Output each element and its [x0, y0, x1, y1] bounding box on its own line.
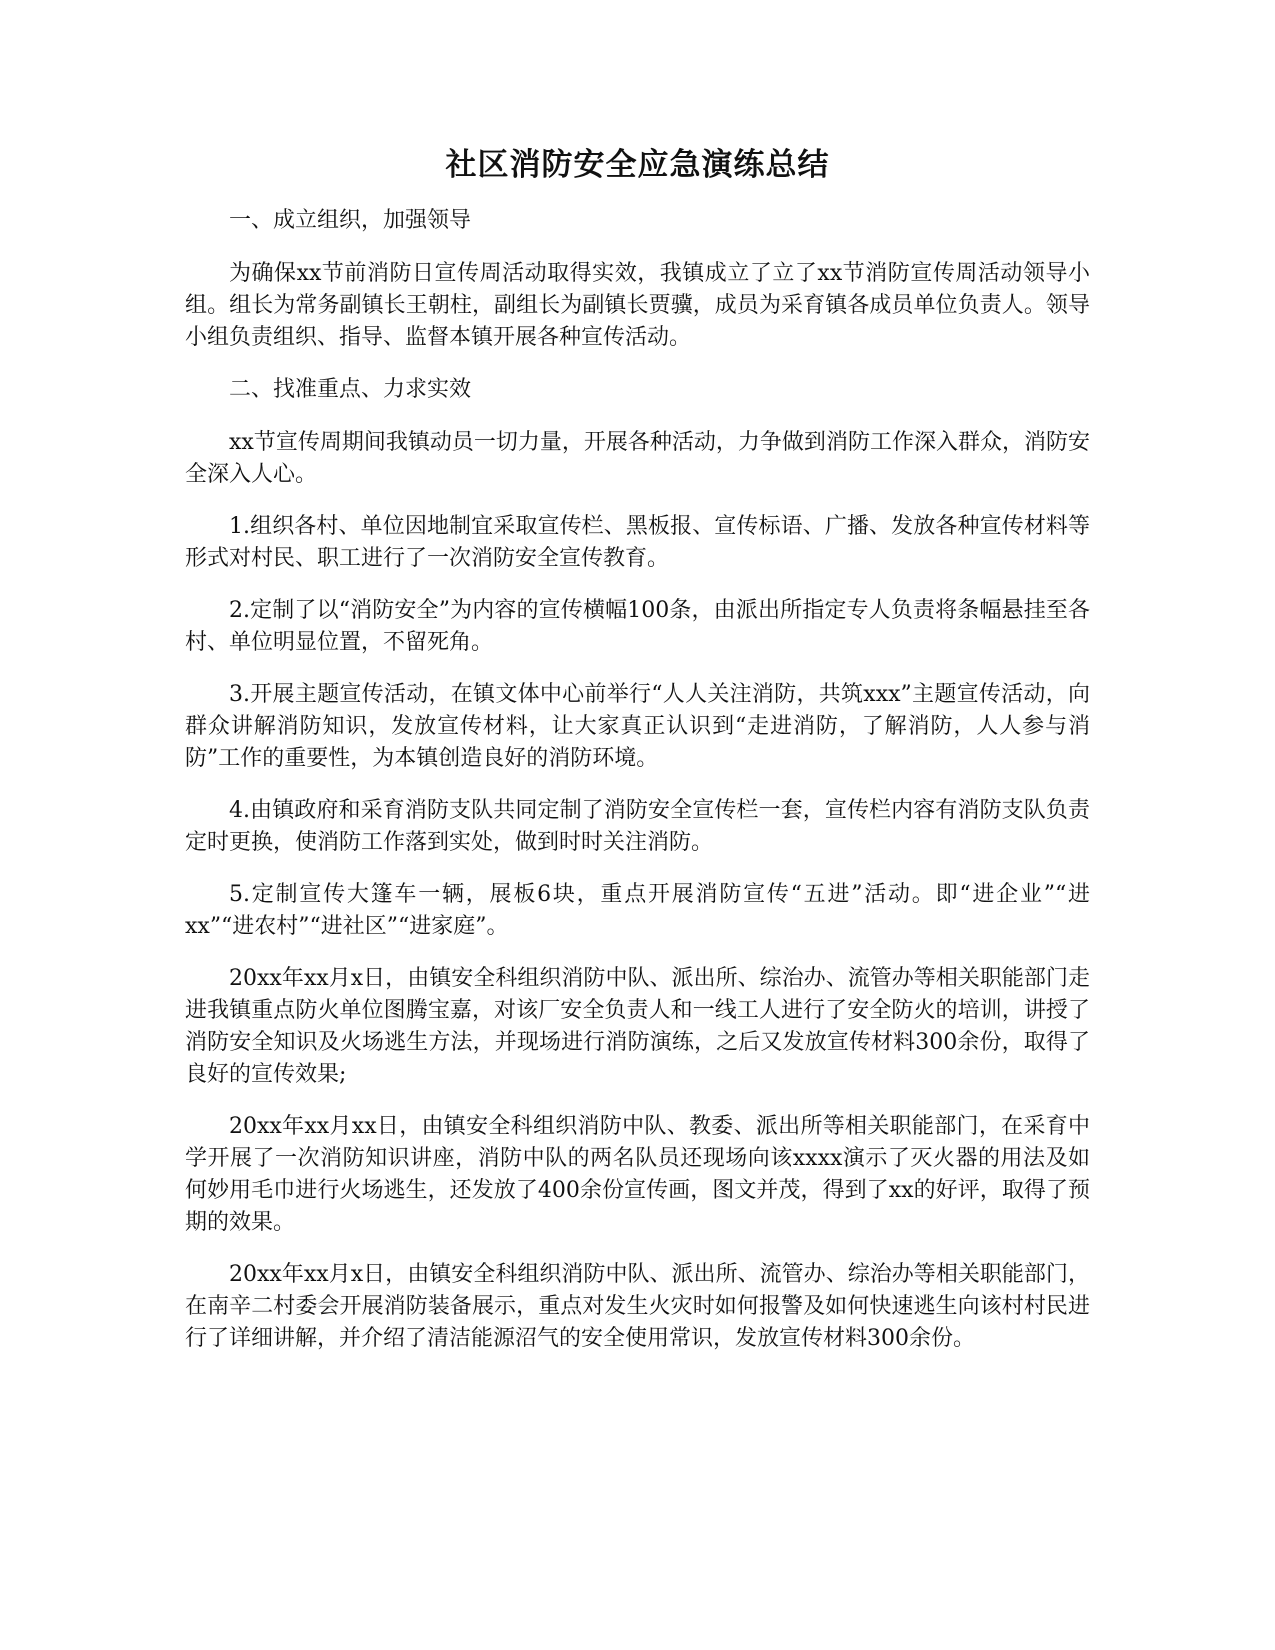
- paragraph: 为确保xx节前消防日宣传周活动取得实效，我镇成立了立了xx节消防宣传周活动领导小组。组长为常务副镇长王朝柱，副组长为副镇长贾骥，成员为采育镇各成员单位负责人。领导小组负责组织、指导、监督本镇开展各种宣传活动。: [185, 261, 1090, 350]
- list-item-5: 5.定制宣传大篷车一辆，展板6块，重点开展消防宣传“五进”活动。即“进企业”“进xx”“进农村”“进社区”“进家庭”。: [185, 882, 1090, 939]
- document-title: 社区消防安全应急演练总结: [445, 147, 830, 183]
- section-heading-1: 一、成立组织，加强领导: [229, 208, 472, 233]
- paragraph: 20xx年xx月xx日，由镇安全科组织消防中队、教委、派出所等相关职能部门，在采育中学开展了一次消防知识讲座，消防中队的两名队员还现场向该xxxx演示了灭火器的用法及如何妙用毛巾进行火场逃生，还发放了400余份宣传画，图文并茂，得到了xx的好评，取得了预期的效果。: [185, 1114, 1090, 1235]
- list-item-4: 4.由镇政府和采育消防支队共同定制了消防安全宣传栏一套，宣传栏内容有消防支队负责定时更换，使消防工作落到实处，做到时时关注消防。: [185, 798, 1090, 855]
- paragraph: 20xx年xx月x日，由镇安全科组织消防中队、派出所、流管办、综治办等相关职能部门，在南辛二村委会开展消防装备展示，重点对发生火灾时如何报警及如何快速逃生向该村村民进行了详细讲解，并介绍了清洁能源沼气的安全使用常识，发放宣传材料300余份。: [185, 1262, 1090, 1351]
- list-item-1: 1.组织各村、单位因地制宜采取宣传栏、黑板报、宣传标语、广播、发放各种宣传材料等形式对村民、职工进行了一次消防安全宣传教育。: [185, 514, 1090, 571]
- list-item-2: 2.定制了以“消防安全”为内容的宣传横幅100条，由派出所指定专人负责将条幅悬挂至各村、单位明显位置，不留死角。: [185, 598, 1090, 655]
- paragraph: xx节宣传周期间我镇动员一切力量，开展各种活动，力争做到消防工作深入群众，消防安全深入人心。: [185, 430, 1090, 487]
- document-body: [185, 145, 1090, 1375]
- section-heading-2: 二、找准重点、力求实效: [229, 377, 472, 402]
- list-item-3: 3.开展主题宣传活动，在镇文体中心前举行“人人关注消防，共筑xxx”主题宣传活动，向群众讲解消防知识，发放宣传材料，让大家真正认识到“走进消防，了解消防，人人参与消防”工作的重要性，为本镇创造良好的消防环境。: [185, 682, 1090, 771]
- paragraph: 20xx年xx月x日，由镇安全科组织消防中队、派出所、综治办、流管办等相关职能部门走进我镇重点防火单位图腾宝嘉，对该厂安全负责人和一线工人进行了安全防火的培训，讲授了消防安全知识及火场逃生方法，并现场进行消防演练，之后又发放宣传材料300余份，取得了良好的宣传效果;: [185, 966, 1090, 1087]
